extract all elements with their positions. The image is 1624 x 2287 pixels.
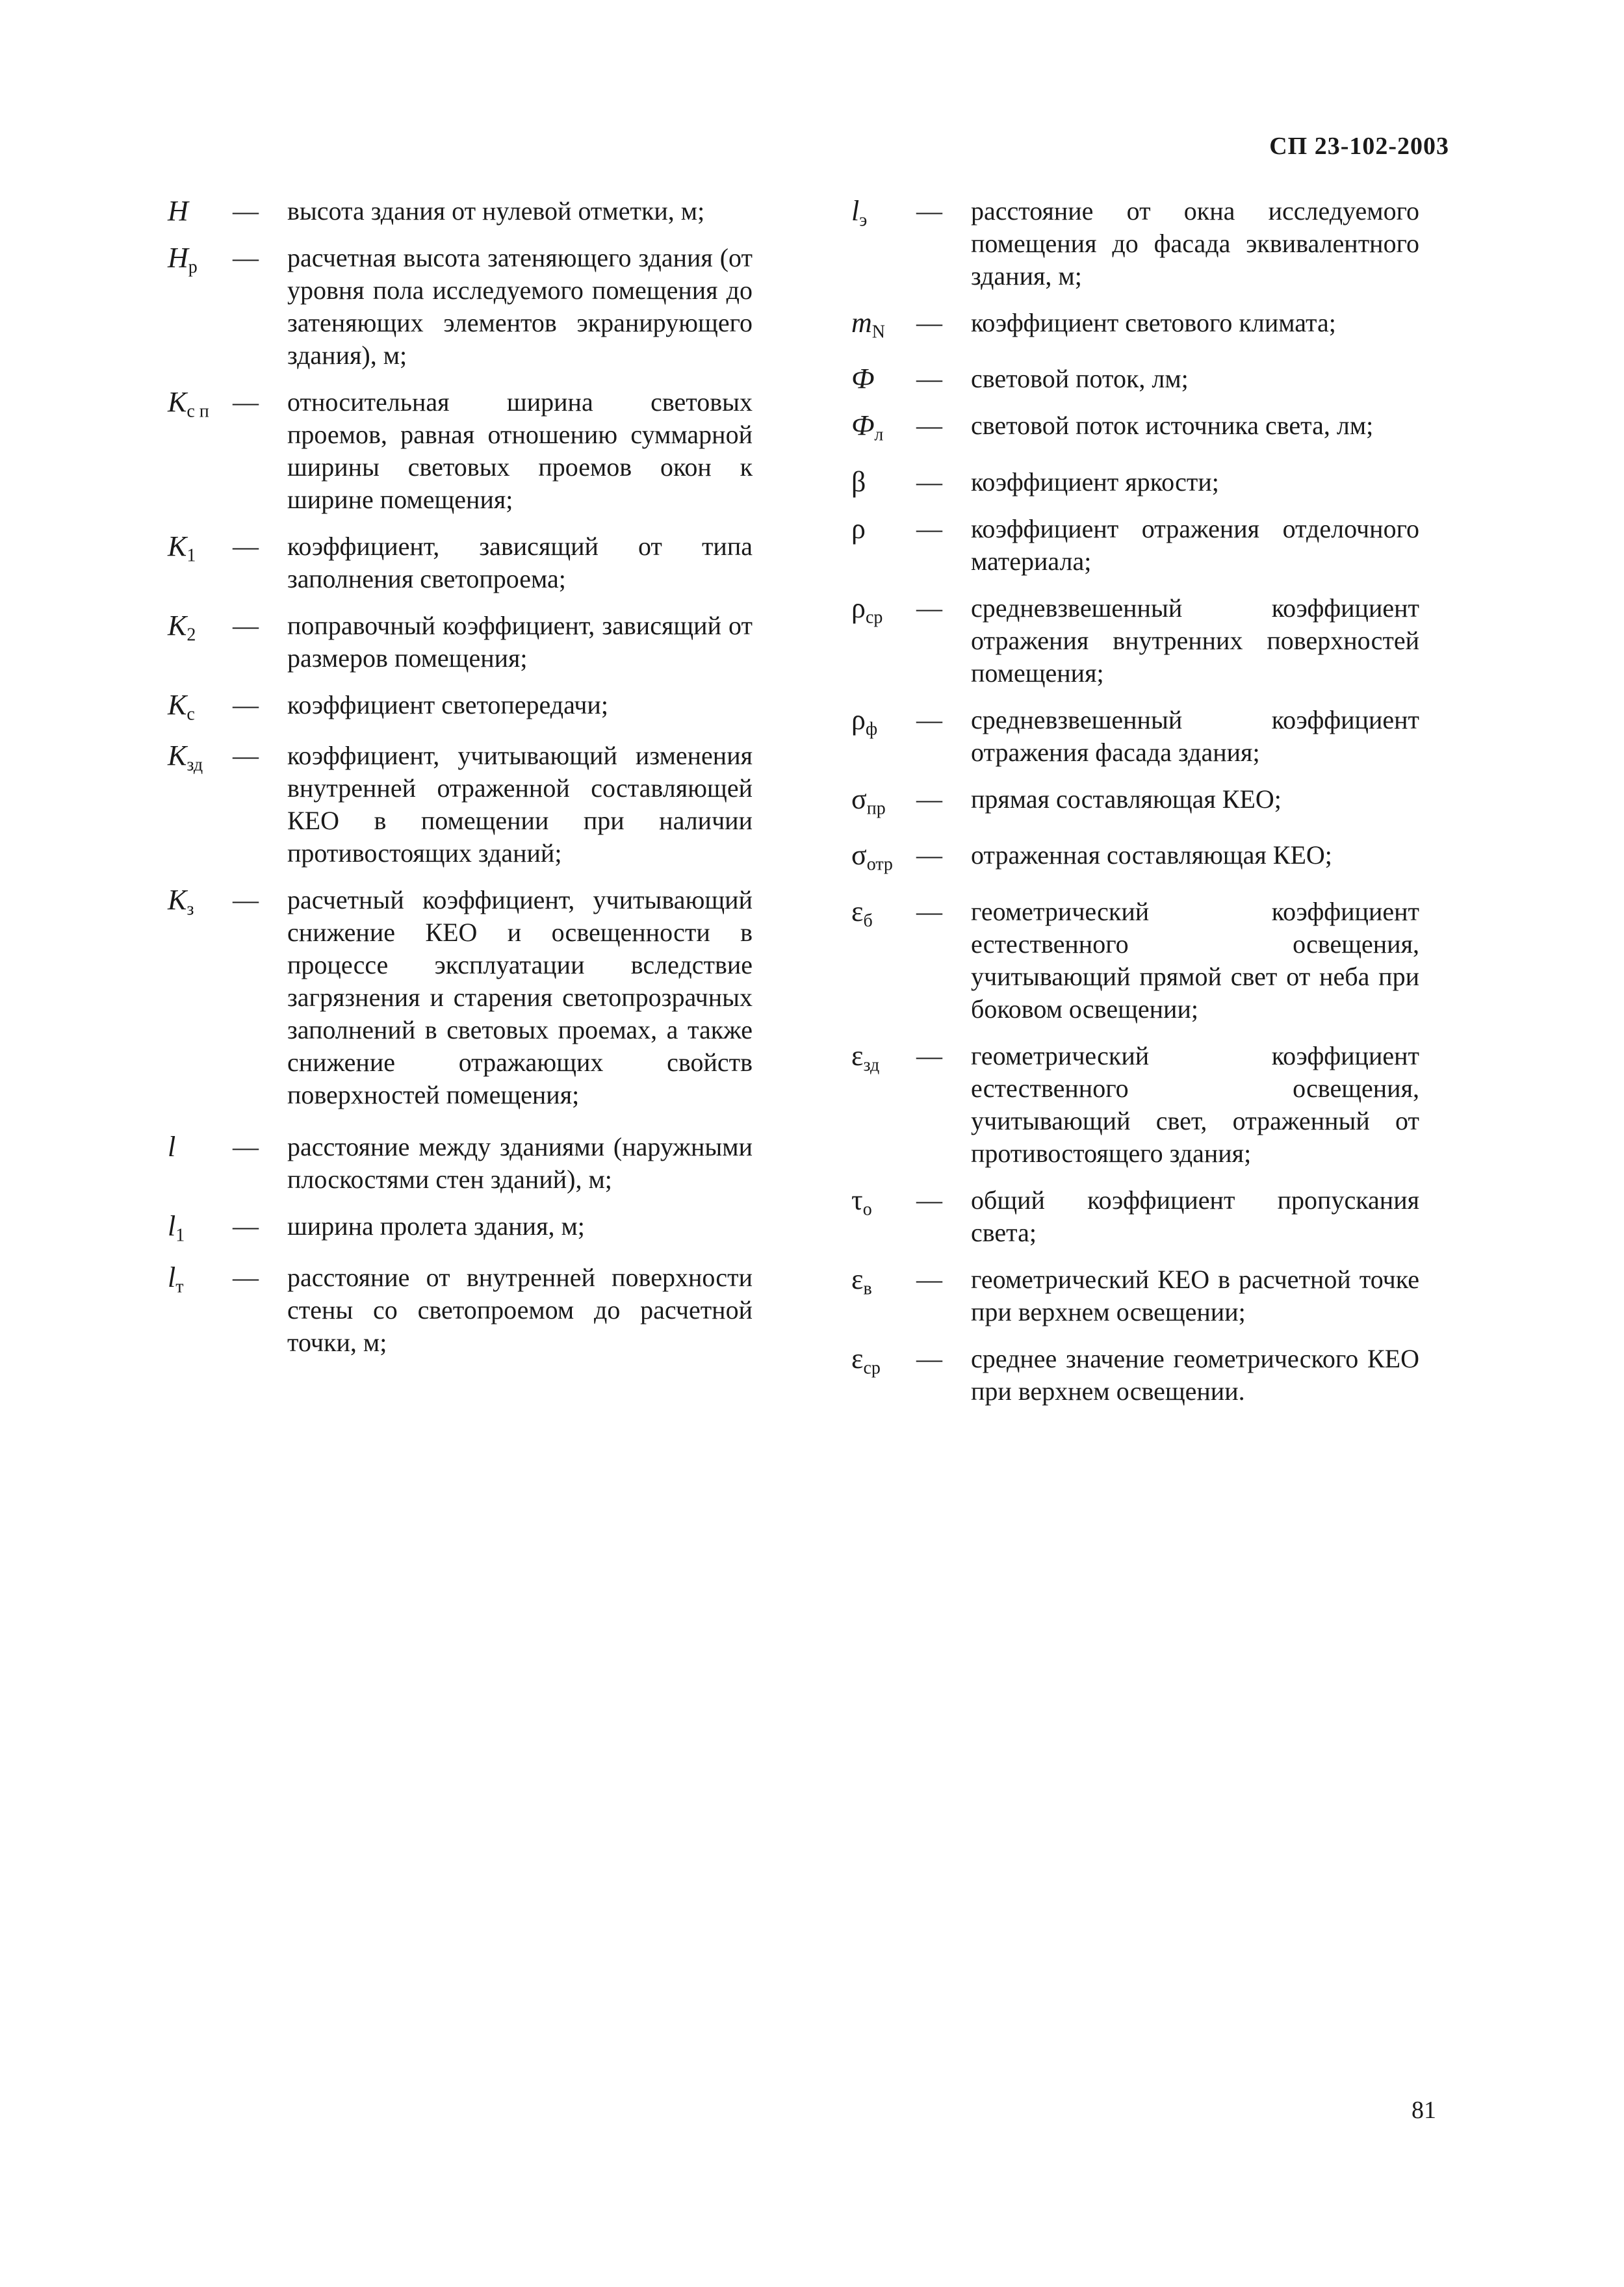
glossary-entry: [851, 409, 1449, 451]
em-dash: —: [233, 196, 259, 226]
em-dash: —: [233, 885, 259, 915]
entry-symbol: [168, 740, 233, 781]
symbol-base: ρ: [851, 703, 866, 736]
document-code: СП 23-102-2003: [1269, 133, 1449, 160]
symbol-base: Ф: [851, 363, 875, 395]
entry-symbol: [168, 195, 233, 227]
glossary-entry: [168, 530, 753, 595]
symbol-base: l: [851, 195, 860, 227]
symbol-subscript: с: [187, 704, 195, 725]
em-dash: —: [916, 896, 942, 926]
right-column: [851, 195, 1449, 1408]
left-column: [168, 195, 753, 1359]
entry-symbol: [168, 884, 233, 925]
em-dash: —: [233, 1211, 259, 1241]
em-dash: —: [916, 308, 942, 337]
em-dash: —: [916, 593, 942, 623]
em-dash: —: [916, 196, 942, 226]
entry-definition: расстояние от внутренней поверхности стены со светопроемом до расчетной точки, м;: [287, 1262, 753, 1357]
entry-definition: коэффициент отражения отделочного материала;: [971, 513, 1419, 576]
em-dash: —: [233, 387, 259, 417]
symbol-base: Ф: [851, 409, 875, 442]
glossary-entry: [168, 689, 753, 730]
symbol-subscript: ср: [863, 1357, 881, 1378]
glossary-entry: [851, 896, 1449, 1026]
entry-definition: световой поток источника света, лм;: [971, 411, 1374, 441]
symbol-subscript: пр: [866, 798, 886, 819]
symbol-base: ε: [851, 1342, 864, 1375]
entry-symbol: [168, 1261, 233, 1303]
symbol-subscript: 1: [187, 545, 196, 566]
glossary-entry: [168, 884, 753, 1111]
symbol-subscript: т: [175, 1276, 184, 1297]
glossary-entry: [851, 513, 1449, 578]
glossary-entry: [168, 1261, 753, 1359]
symbol-base: ε: [851, 895, 864, 927]
em-dash: —: [916, 784, 942, 814]
symbol-base: ε: [851, 1263, 864, 1295]
entry-symbol: [851, 1263, 916, 1305]
glossary-entry: [851, 1184, 1449, 1249]
entry-definition: высота здания от нулевой отметки, м;: [287, 196, 705, 226]
symbol-base: H: [168, 242, 188, 274]
symbol-subscript: отр: [866, 854, 893, 875]
glossary-entry: [851, 839, 1449, 881]
symbol-base: l: [168, 1261, 176, 1293]
glossary-entry: [851, 1263, 1449, 1328]
entry-definition: прямая составляющая КЕО;: [971, 784, 1282, 814]
symbol-base: K: [168, 530, 187, 562]
symbol-subscript: ф: [865, 719, 878, 740]
page-number: 81: [1411, 2097, 1436, 2124]
entry-symbol: [851, 896, 916, 937]
entry-symbol: [168, 530, 233, 572]
symbol-subscript: зд: [187, 755, 203, 775]
glossary-entry: [851, 466, 1449, 498]
em-dash: —: [233, 611, 259, 640]
glossary-entry: [851, 783, 1449, 825]
entry-definition: относительная ширина световых проемов, равная отношению суммарной ширины световых проемов окон к ширине помещения;: [287, 387, 753, 514]
entry-symbol: [168, 610, 233, 651]
entry-definition: расчетный коэффициент, учитывающий снижение КЕО и освещенности в процессе эксплуатации вследствие загрязнения и старения светопрозрачных заполнений в световых проемах, а также снижение отражающих свойств поверхностей помещения;: [287, 885, 753, 1110]
symbol-base: σ: [851, 782, 867, 815]
glossary-entry: [851, 1040, 1449, 1170]
em-dash: —: [916, 467, 942, 497]
entry-definition: световой поток, лм;: [971, 364, 1189, 394]
symbol-subscript: N: [871, 322, 886, 342]
symbol-base: K: [168, 386, 187, 418]
symbol-base: K: [168, 610, 187, 641]
em-dash: —: [916, 1185, 942, 1215]
symbol-subscript: о: [862, 1198, 872, 1219]
em-dash: —: [233, 243, 259, 272]
entry-symbol: [168, 242, 233, 283]
em-dash: —: [916, 411, 942, 441]
symbol-base: K: [168, 740, 187, 772]
entry-symbol: [851, 592, 916, 634]
entry-definition: поправочный коэффициент, зависящий от размеров помещения;: [287, 611, 753, 673]
glossary-entry: [851, 704, 1449, 769]
symbol-subscript: 1: [175, 1225, 185, 1246]
entry-symbol: [168, 1210, 233, 1252]
em-dash: —: [916, 840, 942, 870]
glossary-entry: [851, 1343, 1449, 1408]
symbol-subscript: л: [874, 424, 884, 445]
symbol-base: K: [168, 689, 187, 721]
symbol-subscript: в: [863, 1278, 872, 1299]
em-dash: —: [916, 704, 942, 734]
entry-definition: расчетная высота затеняющего здания (от уровня пола исследуемого помещения до затеняющих элементов экранирующего здания), м;: [287, 243, 753, 370]
symbol-subscript: э: [859, 210, 868, 231]
em-dash: —: [916, 1343, 942, 1373]
glossary-entry: [851, 363, 1449, 395]
em-dash: —: [233, 532, 259, 561]
entry-definition: расстояние от окна исследуемого помещения до фасада эквивалентного здания, м;: [971, 196, 1419, 291]
symbol-base: β: [851, 465, 866, 498]
symbol-base: K: [168, 884, 187, 916]
entry-symbol: [168, 689, 233, 730]
entry-symbol: [851, 1184, 916, 1226]
entry-definition: среднее значение геометрического КЕО при верхнем освещении.: [971, 1343, 1419, 1406]
glossary-entry: [851, 307, 1449, 348]
entry-symbol: [851, 839, 916, 881]
glossary-entry: [168, 1210, 753, 1252]
entry-symbol: [851, 363, 916, 395]
entry-symbol: [851, 1343, 916, 1384]
em-dash: —: [916, 364, 942, 394]
entry-definition: геометрический коэффициент естественного освещения, учитывающий свет, отраженный от противостоящего здания;: [971, 1040, 1419, 1168]
entry-symbol: [168, 1131, 233, 1163]
symbol-base: ρ: [851, 591, 866, 624]
em-dash: —: [916, 1264, 942, 1294]
symbol-subscript: з: [187, 899, 194, 920]
glossary-entry: [168, 610, 753, 675]
entry-symbol: [851, 1040, 916, 1081]
symbol-subscript: 2: [187, 625, 196, 645]
em-dash: —: [233, 1132, 259, 1162]
glossary-entry: [168, 386, 753, 516]
entry-definition: отраженная составляющая КЕО;: [971, 840, 1332, 870]
entry-definition: коэффициент светового климата;: [971, 308, 1336, 337]
glossary-entry: [851, 592, 1449, 690]
symbol-base: ε: [851, 1039, 864, 1072]
symbol-base: τ: [851, 1183, 863, 1216]
entry-symbol: [851, 195, 916, 237]
entry-symbol: [851, 704, 916, 745]
entry-symbol: [851, 307, 916, 348]
glossary-entry: [851, 195, 1449, 292]
entry-definition: коэффициент, учитывающий изменения внутренней отраженной составляющей КЕО в помещении при наличии противостоящих зданий;: [287, 741, 753, 868]
entry-symbol: [851, 466, 916, 498]
em-dash: —: [233, 690, 259, 719]
glossary-entry: [168, 740, 753, 870]
entry-symbol: [851, 783, 916, 825]
glossary-entry: [168, 195, 753, 227]
em-dash: —: [916, 513, 942, 543]
symbol-base: l: [168, 1210, 176, 1243]
symbol-subscript: с п: [187, 401, 209, 422]
entry-definition: средневзвешенный коэффициент отражения внутренних поверхностей помещения;: [971, 593, 1419, 688]
em-dash: —: [916, 1040, 942, 1070]
glossary-entry: [168, 1131, 753, 1196]
entry-definition: геометрический коэффициент естественного освещения, учитывающий прямой свет от неба при боковом освещении;: [971, 896, 1419, 1024]
entry-definition: коэффициент яркости;: [971, 467, 1219, 497]
entry-definition: ширина пролета здания, м;: [287, 1211, 585, 1241]
entry-definition: геометрический КЕО в расчетной точке при верхнем освещении;: [971, 1264, 1419, 1326]
symbol-base: l: [168, 1131, 176, 1163]
symbol-subscript: зд: [863, 1054, 880, 1075]
em-dash: —: [233, 1262, 259, 1292]
symbol-subscript: ср: [865, 607, 883, 628]
entry-definition: коэффициент светопередачи;: [287, 690, 608, 719]
symbol-base: m: [851, 307, 872, 339]
entry-definition: общий коэффициент пропускания света;: [971, 1185, 1419, 1247]
entry-definition: средневзвешенный коэффициент отражения фасада здания;: [971, 704, 1419, 767]
entry-symbol: [851, 513, 916, 545]
symbol-base: H: [168, 195, 188, 227]
entry-definition: коэффициент, зависящий от типа заполнения светопроема;: [287, 532, 753, 593]
entry-symbol: [168, 386, 233, 428]
em-dash: —: [233, 741, 259, 771]
symbol-subscript: б: [863, 910, 873, 931]
entry-definition: расстояние между зданиями (наружными плоскостями стен зданий), м;: [287, 1132, 753, 1195]
symbol-base: ρ: [851, 512, 866, 545]
symbol-base: σ: [851, 839, 867, 872]
glossary-entry: [168, 242, 753, 372]
symbol-subscript: р: [188, 257, 198, 278]
entry-symbol: [851, 409, 916, 451]
